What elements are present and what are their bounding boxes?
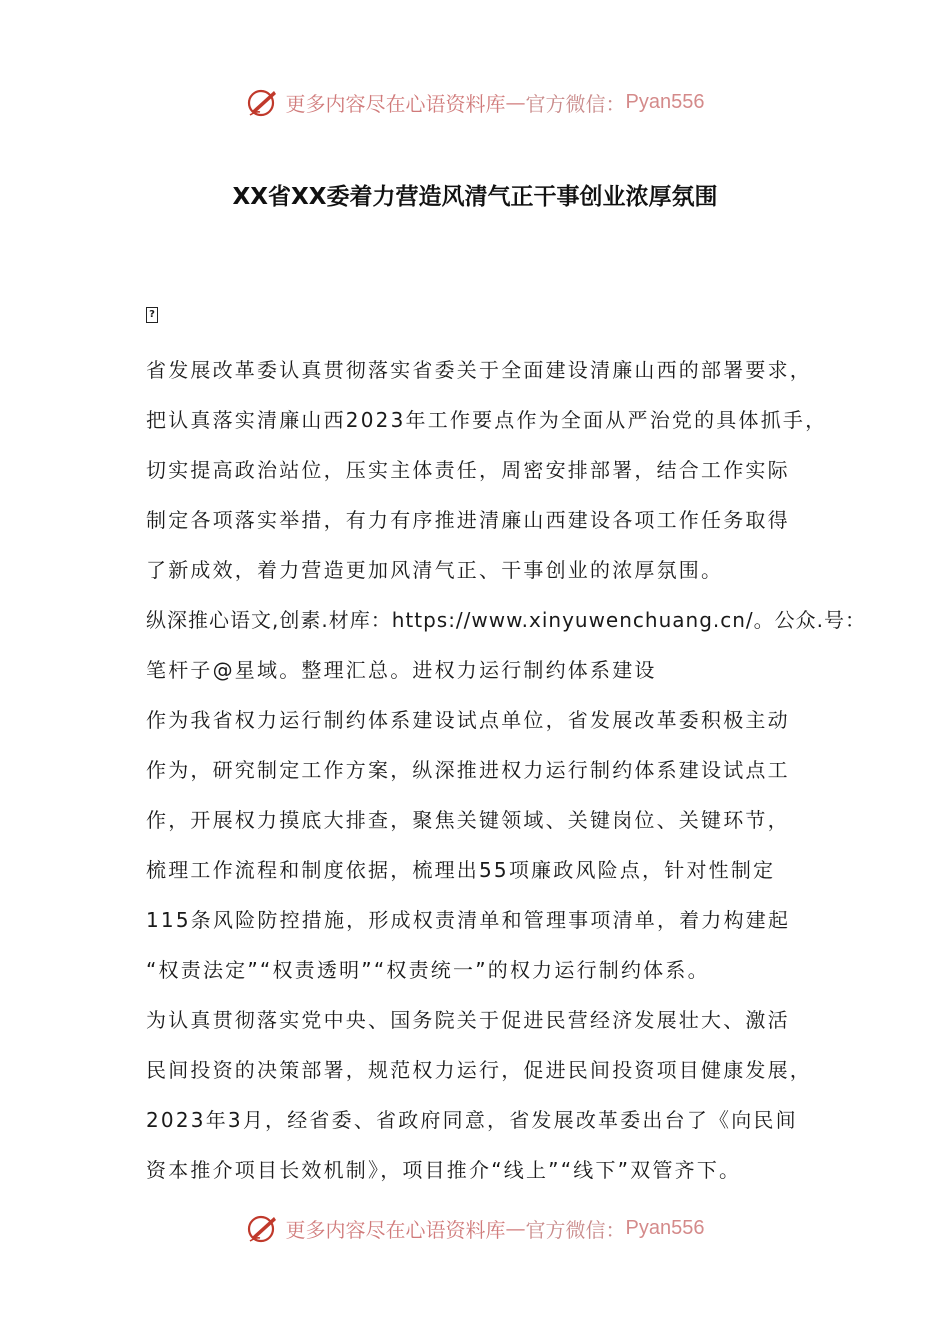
body-line: 笔杆子@星域。整理汇总。进权力运行制约体系建设	[146, 658, 657, 682]
quill-pen-logo-icon	[246, 1211, 280, 1245]
body-line: 省发展改革委认真贯彻落实省委关于全面建设清廉山西的部署要求，	[146, 358, 812, 382]
document-body	[146, 345, 867, 1195]
quill-pen-logo-icon	[246, 85, 280, 119]
body-line: 作，开展权力摸底大排查，聚焦关键领域、关键岗位、关键环节，	[146, 808, 790, 832]
banner-wechat-handle: Pyan556	[625, 90, 705, 113]
body-line: 梳理工作流程和制度依据，梳理出55项廉政风险点，针对性制定	[146, 858, 776, 882]
footer-watermark-banner	[0, 1208, 950, 1248]
body-line: 把认真落实清廉山西2023年工作要点作为全面从严治党的具体抓手，	[146, 408, 828, 432]
body-line: 2023年3月，经省委、省政府同意，省发展改革委出台了《向民间	[146, 1108, 798, 1132]
body-line: 制定各项落实举措，有力有序推进清廉山西建设各项工作任务取得	[146, 508, 790, 532]
body-line: 纵深推心语文,创素.材库：https://www.xinyuwenchuang.cn/。公众.号：	[146, 608, 867, 632]
body-line: 了新成效，着力营造更加风清气正、干事创业的浓厚氛围。	[146, 558, 724, 582]
body-line: 为认真贯彻落实党中央、国务院关于促进民营经济发展壮大、激活	[146, 1008, 790, 1032]
banner-dash: —	[505, 1216, 526, 1240]
body-line: 资本推介项目长效机制》，项目推介“线上”“线下”双管齐下。	[146, 1158, 742, 1182]
body-line: 作为我省权力运行制约体系建设试点单位，省发展改革委积极主动	[146, 708, 790, 732]
body-line: 作为，研究制定工作方案，纵深推进权力运行制约体系建设试点工	[146, 758, 790, 782]
banner-site-text: 更多内容尽在心语资料库	[285, 1217, 506, 1242]
banner-wechat-label: 官方微信：	[525, 91, 626, 116]
banner-wechat-label: 官方微信：	[525, 1217, 626, 1242]
body-line: 115条风险防控措施，形成权责清单和管理事项清单，着力构建起	[146, 908, 791, 932]
body-line: “权责法定”“权责透明”“权责统一”的权力运行制约体系。	[146, 958, 710, 982]
document-title: XX省XX委着力营造风清气正干事创业浓厚氛围	[232, 184, 718, 210]
header-watermark-banner	[0, 82, 950, 122]
banner-dash: —	[505, 90, 526, 114]
body-line: 民间投资的决策部署，规范权力运行，促进民间投资项目健康发展，	[146, 1058, 812, 1082]
banner-wechat-handle: Pyan556	[625, 1216, 705, 1239]
body-line: 切实提高政治站位，压实主体责任，周密安排部署，结合工作实际	[146, 458, 790, 482]
banner-site-text: 更多内容尽在心语资料库	[285, 91, 506, 116]
missing-glyph-placeholder: ?	[146, 307, 158, 323]
